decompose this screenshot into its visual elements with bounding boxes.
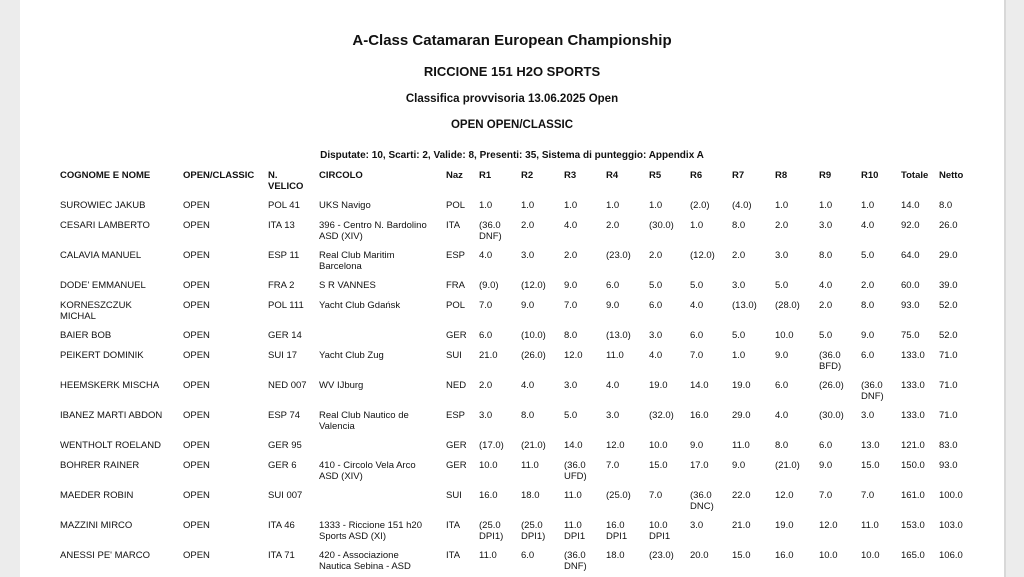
document-title: A-Class Catamaran European Championship	[352, 32, 672, 49]
table-cell-r4: 7.0	[606, 460, 620, 471]
table-cell-r4: 12.0	[606, 440, 625, 451]
table-cell-r10: 3.0	[861, 410, 875, 421]
column-header-name: COGNOME E NOME	[60, 170, 151, 181]
table-cell-class: OPEN	[183, 410, 210, 421]
table-cell-total: 64.0	[901, 250, 920, 261]
table-cell-r2: 1.0	[521, 200, 535, 211]
table-cell-r8: 1.0	[775, 200, 789, 211]
table-cell-r7: 15.0	[732, 550, 751, 561]
column-header-sail: N. VELICO	[268, 170, 304, 192]
table-cell-r4: (25.0)	[606, 490, 631, 501]
table-cell-r2: 18.0	[521, 490, 540, 501]
column-header-r5: R5	[649, 170, 662, 181]
table-cell-nation: GER	[446, 330, 467, 341]
table-cell-r1: 7.0	[479, 300, 493, 311]
table-cell-name: SUROWIEC JAKUB	[60, 200, 146, 211]
table-cell-r10: 7.0	[861, 490, 875, 501]
table-cell-r6: (2.0)	[690, 200, 710, 211]
table-cell-total: 92.0	[901, 220, 920, 231]
table-cell-nation: FRA	[446, 280, 465, 291]
table-cell-r8: (28.0)	[775, 300, 800, 311]
table-cell-r5: 7.0	[649, 490, 663, 501]
table-cell-r2: (21.0)	[521, 440, 546, 451]
column-header-nation: Naz	[446, 170, 463, 181]
table-cell-club: 396 - Centro N. Bardolino ASD (XIV)	[319, 220, 427, 242]
table-cell-r1: 10.0	[479, 460, 498, 471]
table-cell-sail: POL 111	[268, 300, 304, 311]
table-cell-nation: GER	[446, 440, 467, 451]
table-cell-r4: 2.0	[606, 220, 620, 231]
table-cell-r6: (12.0)	[690, 250, 715, 261]
table-cell-r1: 11.0	[479, 550, 497, 561]
table-cell-r5: 3.0	[649, 330, 663, 341]
table-cell-sail: ITA 13	[268, 220, 295, 231]
table-cell-r5: 19.0	[649, 380, 668, 391]
table-cell-r10: 9.0	[861, 330, 875, 341]
table-cell-nation: ITA	[446, 220, 461, 231]
table-cell-net: 39.0	[939, 280, 958, 291]
table-cell-r5: (30.0)	[649, 220, 674, 231]
table-cell-r9: 12.0	[819, 520, 838, 531]
table-cell-r1: (17.0)	[479, 440, 504, 451]
table-cell-r8: 5.0	[775, 280, 789, 291]
table-cell-r7: 21.0	[732, 520, 751, 531]
table-cell-club: Real Club Nautico de Valencia	[319, 410, 409, 432]
table-cell-r9: 8.0	[819, 250, 833, 261]
table-cell-r5: 6.0	[649, 300, 663, 311]
table-cell-r4: 3.0	[606, 410, 620, 421]
table-cell-r8: 6.0	[775, 380, 789, 391]
table-cell-total: 60.0	[901, 280, 920, 291]
table-cell-club: Yacht Club Zug	[319, 350, 384, 361]
table-cell-sail: GER 14	[268, 330, 302, 341]
table-cell-class: OPEN	[183, 490, 210, 501]
table-cell-r9: 9.0	[819, 460, 833, 471]
table-cell-total: 75.0	[901, 330, 920, 341]
table-cell-r2: 8.0	[521, 410, 535, 421]
table-cell-r6: 7.0	[690, 350, 704, 361]
table-cell-r3: 5.0	[564, 410, 578, 421]
column-header-r9: R9	[819, 170, 832, 181]
table-cell-class: OPEN	[183, 550, 210, 561]
table-cell-name: KORNESZCZUK MICHAL	[60, 300, 132, 322]
table-cell-net: 71.0	[939, 410, 958, 421]
table-cell-name: MAZZINI MIRCO	[60, 520, 133, 531]
table-cell-total: 14.0	[901, 200, 920, 211]
table-cell-class: OPEN	[183, 280, 210, 291]
table-cell-name: BAIER BOB	[60, 330, 112, 341]
table-cell-net: 106.0	[939, 550, 963, 561]
column-header-r3: R3	[564, 170, 577, 181]
table-cell-total: 161.0	[901, 490, 925, 501]
column-header-r10: R10	[861, 170, 879, 181]
table-cell-r8: 3.0	[775, 250, 789, 261]
table-cell-net: 52.0	[939, 330, 958, 341]
table-cell-total: 133.0	[901, 410, 925, 421]
table-cell-r10: 5.0	[861, 250, 875, 261]
table-cell-r7: 29.0	[732, 410, 751, 421]
table-cell-r5: 2.0	[649, 250, 663, 261]
table-cell-class: OPEN	[183, 220, 210, 231]
table-cell-total: 93.0	[901, 300, 920, 311]
table-cell-r4: 4.0	[606, 380, 620, 391]
table-cell-r2: 11.0	[521, 460, 539, 471]
table-cell-r6: 14.0	[690, 380, 709, 391]
table-cell-r2: 3.0	[521, 250, 535, 261]
table-cell-r5: 10.0 DPI1	[649, 520, 671, 542]
table-cell-name: HEEMSKERK MISCHA	[60, 380, 160, 391]
table-cell-club: 420 - Associazione Nautica Sebina - ASD	[319, 550, 411, 572]
table-cell-r6: 3.0	[690, 520, 704, 531]
table-cell-total: 165.0	[901, 550, 925, 561]
table-cell-r8: 4.0	[775, 410, 789, 421]
table-cell-r6: 16.0	[690, 410, 709, 421]
table-cell-r7: 1.0	[732, 350, 746, 361]
table-cell-name: PEIKERT DOMINIK	[60, 350, 144, 361]
table-cell-sail: SUI 007	[268, 490, 303, 501]
table-cell-r8: 16.0	[775, 550, 794, 561]
table-cell-r3: 8.0	[564, 330, 578, 341]
table-cell-r8: 9.0	[775, 350, 789, 361]
table-cell-r3: 3.0	[564, 380, 578, 391]
table-cell-r10: 8.0	[861, 300, 875, 311]
table-cell-nation: ESP	[446, 410, 466, 421]
table-cell-r3: (36.0 DNF)	[564, 550, 587, 572]
table-cell-r1: (36.0 DNF)	[479, 220, 502, 242]
table-cell-r4: 11.0	[606, 350, 624, 361]
table-cell-r3: 4.0	[564, 220, 578, 231]
table-cell-sail: POL 41	[268, 200, 300, 211]
table-cell-class: OPEN	[183, 520, 210, 531]
table-cell-name: CESARI LAMBERTO	[60, 220, 150, 231]
table-cell-sail: ESP 74	[268, 410, 301, 421]
table-cell-r8: 8.0	[775, 440, 789, 451]
table-cell-sail: NED 007	[268, 380, 307, 391]
table-cell-class: OPEN	[183, 460, 210, 471]
table-cell-sail: GER 95	[268, 440, 302, 451]
table-cell-sail: ESP 11	[268, 250, 300, 261]
table-cell-r6: 6.0	[690, 330, 704, 341]
table-cell-r4: 18.0	[606, 550, 625, 561]
table-cell-name: MAEDER ROBIN	[60, 490, 134, 501]
table-cell-r1: 6.0	[479, 330, 493, 341]
table-cell-r9: 10.0	[819, 550, 838, 561]
table-cell-r4: 16.0 DPI1	[606, 520, 628, 542]
table-cell-r7: 22.0	[732, 490, 751, 501]
table-cell-class: OPEN	[183, 300, 210, 311]
table-cell-net: 29.0	[939, 250, 958, 261]
results-document	[20, 0, 1004, 577]
table-cell-r5: 1.0	[649, 200, 663, 211]
table-cell-total: 133.0	[901, 380, 925, 391]
table-cell-sail: SUI 17	[268, 350, 298, 361]
table-cell-sail: GER 6	[268, 460, 297, 471]
division-title: OPEN OPEN/CLASSIC	[450, 119, 574, 131]
table-cell-net: 71.0	[939, 380, 958, 391]
table-cell-r4: 1.0	[606, 200, 620, 211]
table-cell-r9: (36.0 BFD)	[819, 350, 842, 372]
column-header-r7: R7	[732, 170, 745, 181]
table-cell-r1: 21.0	[479, 350, 498, 361]
table-cell-net: 103.0	[939, 520, 963, 531]
table-cell-nation: NED	[446, 380, 467, 391]
table-cell-r5: 5.0	[649, 280, 663, 291]
table-cell-r3: 7.0	[564, 300, 578, 311]
table-cell-r3: 9.0	[564, 280, 578, 291]
table-cell-r1: 2.0	[479, 380, 493, 391]
column-header-r1: R1	[479, 170, 492, 181]
table-cell-r2: (25.0 DPI1)	[521, 520, 546, 542]
table-cell-r10: 6.0	[861, 350, 875, 361]
table-cell-r2: 6.0	[521, 550, 535, 561]
table-cell-r7: 3.0	[732, 280, 746, 291]
column-header-r4: R4	[606, 170, 619, 181]
table-cell-net: 100.0	[939, 490, 963, 501]
table-cell-r7: 2.0	[732, 250, 746, 261]
table-cell-r9: 5.0	[819, 330, 833, 341]
table-cell-r10: 11.0	[861, 520, 879, 531]
table-cell-r7: 8.0	[732, 220, 746, 231]
table-cell-club: Yacht Club Gdańsk	[319, 300, 401, 311]
table-cell-r10: 15.0	[861, 460, 880, 471]
table-cell-nation: GER	[446, 460, 467, 471]
table-cell-r3: 11.0	[564, 490, 582, 501]
table-cell-net: 52.0	[939, 300, 958, 311]
column-header-club: CIRCOLO	[319, 170, 363, 181]
table-cell-r2: (12.0)	[521, 280, 546, 291]
table-cell-r7: (4.0)	[732, 200, 752, 211]
table-cell-r7: 5.0	[732, 330, 746, 341]
table-cell-nation: ITA	[446, 520, 461, 531]
table-cell-r3: (36.0 UFD)	[564, 460, 587, 482]
table-cell-r6: 4.0	[690, 300, 704, 311]
table-cell-r9: (30.0)	[819, 410, 844, 421]
table-cell-r6: 9.0	[690, 440, 704, 451]
table-cell-r8: 2.0	[775, 220, 789, 231]
table-cell-total: 133.0	[901, 350, 925, 361]
table-cell-club: 1333 - Riccione 151 h20 Sports ASD (XI)	[319, 520, 422, 542]
column-header-r6: R6	[690, 170, 703, 181]
table-cell-r7: (13.0)	[732, 300, 757, 311]
table-cell-sail: ITA 71	[268, 550, 295, 561]
table-cell-name: ANESSI PE' MARCO	[60, 550, 150, 561]
table-cell-r4: (23.0)	[606, 250, 631, 261]
table-cell-r6: 17.0	[690, 460, 709, 471]
table-cell-r9: 4.0	[819, 280, 833, 291]
table-cell-r8: 19.0	[775, 520, 794, 531]
table-cell-r9: 1.0	[819, 200, 833, 211]
ranking-subtitle: Classifica provvisoria 13.06.2025 Open	[405, 93, 619, 105]
table-cell-nation: SUI	[446, 350, 462, 361]
table-cell-club: UKS Navigo	[319, 200, 371, 211]
table-cell-total: 153.0	[901, 520, 925, 531]
table-cell-r3: 1.0	[564, 200, 578, 211]
table-cell-r6: (36.0 DNC)	[690, 490, 714, 512]
table-cell-r3: 12.0	[564, 350, 583, 361]
table-cell-r6: 5.0	[690, 280, 704, 291]
table-cell-r9: 3.0	[819, 220, 833, 231]
table-cell-r5: 4.0	[649, 350, 663, 361]
table-cell-club: S R VANNES	[319, 280, 376, 291]
table-cell-r8: 10.0	[775, 330, 794, 341]
column-header-r2: R2	[521, 170, 534, 181]
table-cell-r10: 13.0	[861, 440, 880, 451]
table-cell-total: 150.0	[901, 460, 925, 471]
table-cell-r2: (26.0)	[521, 350, 546, 361]
table-cell-name: BOHRER RAINER	[60, 460, 140, 471]
race-summary: Disputate: 10, Scarti: 2, Valide: 8, Presenti: 35, Sistema di punteggio: Appendix A	[320, 150, 704, 161]
table-cell-r5: 15.0	[649, 460, 668, 471]
table-cell-r8: 12.0	[775, 490, 794, 501]
table-cell-nation: POL	[446, 300, 466, 311]
table-cell-name: DODE' EMMANUEL	[60, 280, 146, 291]
venue-title: RICCIONE 151 H2O SPORTS	[423, 64, 601, 79]
table-cell-r5: 10.0	[649, 440, 668, 451]
table-cell-net: 71.0	[939, 350, 958, 361]
table-cell-r2: 9.0	[521, 300, 535, 311]
table-cell-class: OPEN	[183, 350, 210, 361]
table-cell-r4: 6.0	[606, 280, 620, 291]
table-cell-sail: FRA 2	[268, 280, 295, 291]
table-cell-r8: (21.0)	[775, 460, 800, 471]
table-cell-r9: 7.0	[819, 490, 833, 501]
table-cell-nation: POL	[446, 200, 466, 211]
table-cell-class: OPEN	[183, 330, 210, 341]
table-cell-club: WV IJburg	[319, 380, 364, 391]
table-cell-r7: 9.0	[732, 460, 746, 471]
table-cell-name: CALAVIA MANUEL	[60, 250, 142, 261]
table-cell-r6: 20.0	[690, 550, 709, 561]
table-cell-class: OPEN	[183, 440, 210, 451]
table-cell-r5: (23.0)	[649, 550, 674, 561]
table-cell-total: 121.0	[901, 440, 925, 451]
table-cell-r2: 2.0	[521, 220, 535, 231]
table-cell-nation: ITA	[446, 550, 461, 561]
table-cell-net: 8.0	[939, 200, 953, 211]
column-header-r8: R8	[775, 170, 788, 181]
table-cell-r1: 3.0	[479, 410, 493, 421]
table-cell-r10: (36.0 DNF)	[861, 380, 884, 402]
table-cell-r5: (32.0)	[649, 410, 674, 421]
table-cell-club: 410 - Circolo Vela Arco ASD (XIV)	[319, 460, 416, 482]
table-cell-r6: 1.0	[690, 220, 704, 231]
table-cell-net: 93.0	[939, 460, 958, 471]
table-cell-r1: (25.0 DPI1)	[479, 520, 504, 542]
table-cell-r1: (9.0)	[479, 280, 499, 291]
table-cell-r3: 2.0	[564, 250, 578, 261]
table-cell-r1: 4.0	[479, 250, 493, 261]
table-cell-r3: 14.0	[564, 440, 583, 451]
table-cell-r10: 10.0	[861, 550, 880, 561]
table-cell-r9: (26.0)	[819, 380, 844, 391]
table-cell-sail: ITA 46	[268, 520, 295, 531]
table-cell-r7: 19.0	[732, 380, 751, 391]
table-cell-r10: 4.0	[861, 220, 875, 231]
table-cell-net: 26.0	[939, 220, 958, 231]
table-cell-name: WENTHOLT ROELAND	[60, 440, 161, 451]
table-cell-nation: ESP	[446, 250, 466, 261]
table-cell-r1: 1.0	[479, 200, 493, 211]
page-edge	[1004, 0, 1006, 577]
column-header-net: Netto	[939, 170, 964, 181]
table-cell-r3: 11.0 DPI1	[564, 520, 586, 542]
column-header-class: OPEN/CLASSIC	[183, 170, 255, 181]
table-cell-r10: 1.0	[861, 200, 875, 211]
table-cell-class: OPEN	[183, 200, 210, 211]
table-cell-r4: (13.0)	[606, 330, 631, 341]
table-cell-r9: 6.0	[819, 440, 833, 451]
table-cell-r7: 11.0	[732, 440, 750, 451]
table-cell-r9: 2.0	[819, 300, 833, 311]
table-cell-net: 83.0	[939, 440, 958, 451]
table-cell-r10: 2.0	[861, 280, 875, 291]
table-cell-r2: (10.0)	[521, 330, 546, 341]
table-cell-r2: 4.0	[521, 380, 535, 391]
table-cell-class: OPEN	[183, 250, 210, 261]
table-cell-r1: 16.0	[479, 490, 498, 501]
table-cell-class: OPEN	[183, 380, 210, 391]
table-cell-name: IBANEZ MARTI ABDON	[60, 410, 163, 421]
table-cell-nation: SUI	[446, 490, 462, 501]
column-header-total: Totale	[901, 170, 929, 181]
table-cell-club: Real Club Maritim Barcelona	[319, 250, 395, 272]
table-cell-r4: 9.0	[606, 300, 620, 311]
